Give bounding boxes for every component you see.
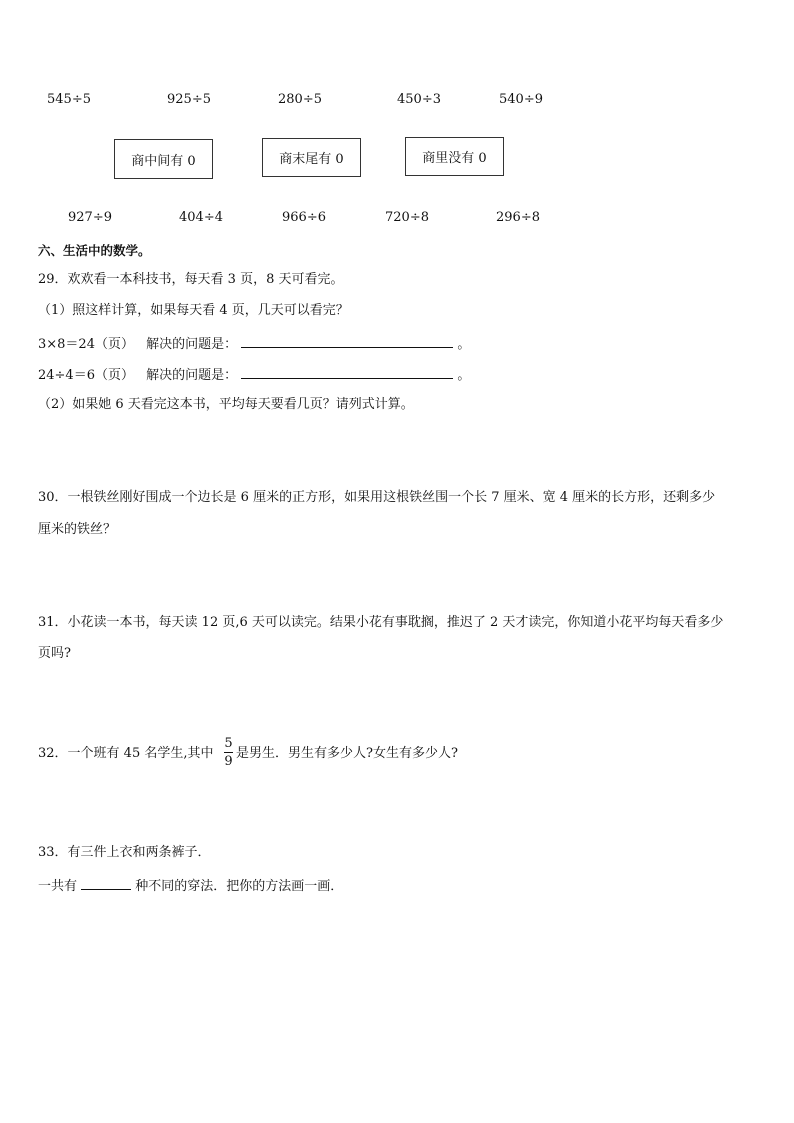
end-mark: 。 — [457, 368, 471, 383]
question-29-title: 29．欢欢看一本科技书，每天看 3 页，8 天可看完。 — [38, 272, 344, 287]
section-heading: 六、生活中的数学。 — [38, 243, 151, 258]
fraction-denominator: 9 — [224, 754, 233, 769]
expression: 24÷4＝6（页） — [38, 368, 134, 383]
question-29-line2 — [38, 366, 470, 382]
category-box-label: 商中间有 0 — [131, 153, 196, 169]
question-33-line1: 33．有三件上衣和两条裤子． — [38, 845, 211, 860]
category-box-label: 商里没有 0 — [422, 151, 487, 166]
expression: 3×8＝24（页） — [38, 337, 134, 352]
line-prefix: 一共有 — [38, 879, 78, 894]
question-29-part1: （1）照这样计算，如果每天看 4 页，几天可以看完？ — [38, 303, 349, 318]
question-31-line1: 31．小花读一本书，每天读 12 页,6 天可以读完。结果小花有事耽搁，推迟了 2 天才读完，你知道小花平均每天看多少 — [38, 615, 724, 630]
division-problem: 720÷8 — [385, 210, 429, 225]
division-problem: 450÷3 — [397, 92, 441, 107]
question-32-prefix: 32．一个班有 45 名学生,其中 — [38, 746, 214, 761]
answer-label: 解决的问题是： — [146, 337, 238, 352]
division-problem: 925÷5 — [167, 92, 211, 107]
answer-blank[interactable] — [81, 877, 131, 890]
division-problem: 545÷5 — [47, 92, 91, 107]
end-mark: 。 — [457, 337, 471, 352]
category-box-middle-zero[interactable] — [114, 139, 213, 179]
category-box-label: 商末尾有 0 — [279, 152, 344, 167]
division-problem: 280÷5 — [278, 92, 322, 107]
division-problem: 540÷9 — [499, 92, 543, 107]
question-29-part2: （2）如果她 6 天看完这本书，平均每天要看几页？请列式计算。 — [38, 397, 414, 412]
answer-label: 解决的问题是： — [146, 368, 238, 383]
question-29-line1 — [38, 335, 470, 351]
division-problem: 927÷9 — [68, 210, 112, 225]
answer-blank[interactable] — [241, 335, 453, 348]
division-problem: 404÷4 — [179, 210, 223, 225]
question-30-line1: 30．一根铁丝刚好围成一个边长是 6 厘米的正方形，如果用这根铁丝围一个长 7 厘米、宽 4 厘米的长方形，还剩多少 — [38, 490, 716, 505]
division-problem: 296÷8 — [496, 210, 540, 225]
question-32-suffix: 是男生．男生有多少人?女生有多少人? — [236, 746, 458, 761]
fraction — [224, 737, 233, 768]
question-31-line2: 页吗? — [38, 646, 71, 661]
division-problem: 966÷6 — [282, 210, 326, 225]
answer-blank[interactable] — [241, 366, 453, 379]
question-30-line2: 厘米的铁丝？ — [38, 522, 117, 537]
fraction-bar — [224, 752, 233, 753]
line-suffix: 种不同的穿法．把你的方法画一画． — [135, 879, 344, 894]
category-box-no-zero[interactable] — [405, 137, 504, 176]
question-33-line2 — [38, 877, 343, 893]
fraction-numerator: 5 — [224, 736, 233, 751]
category-box-end-zero[interactable] — [262, 138, 361, 177]
